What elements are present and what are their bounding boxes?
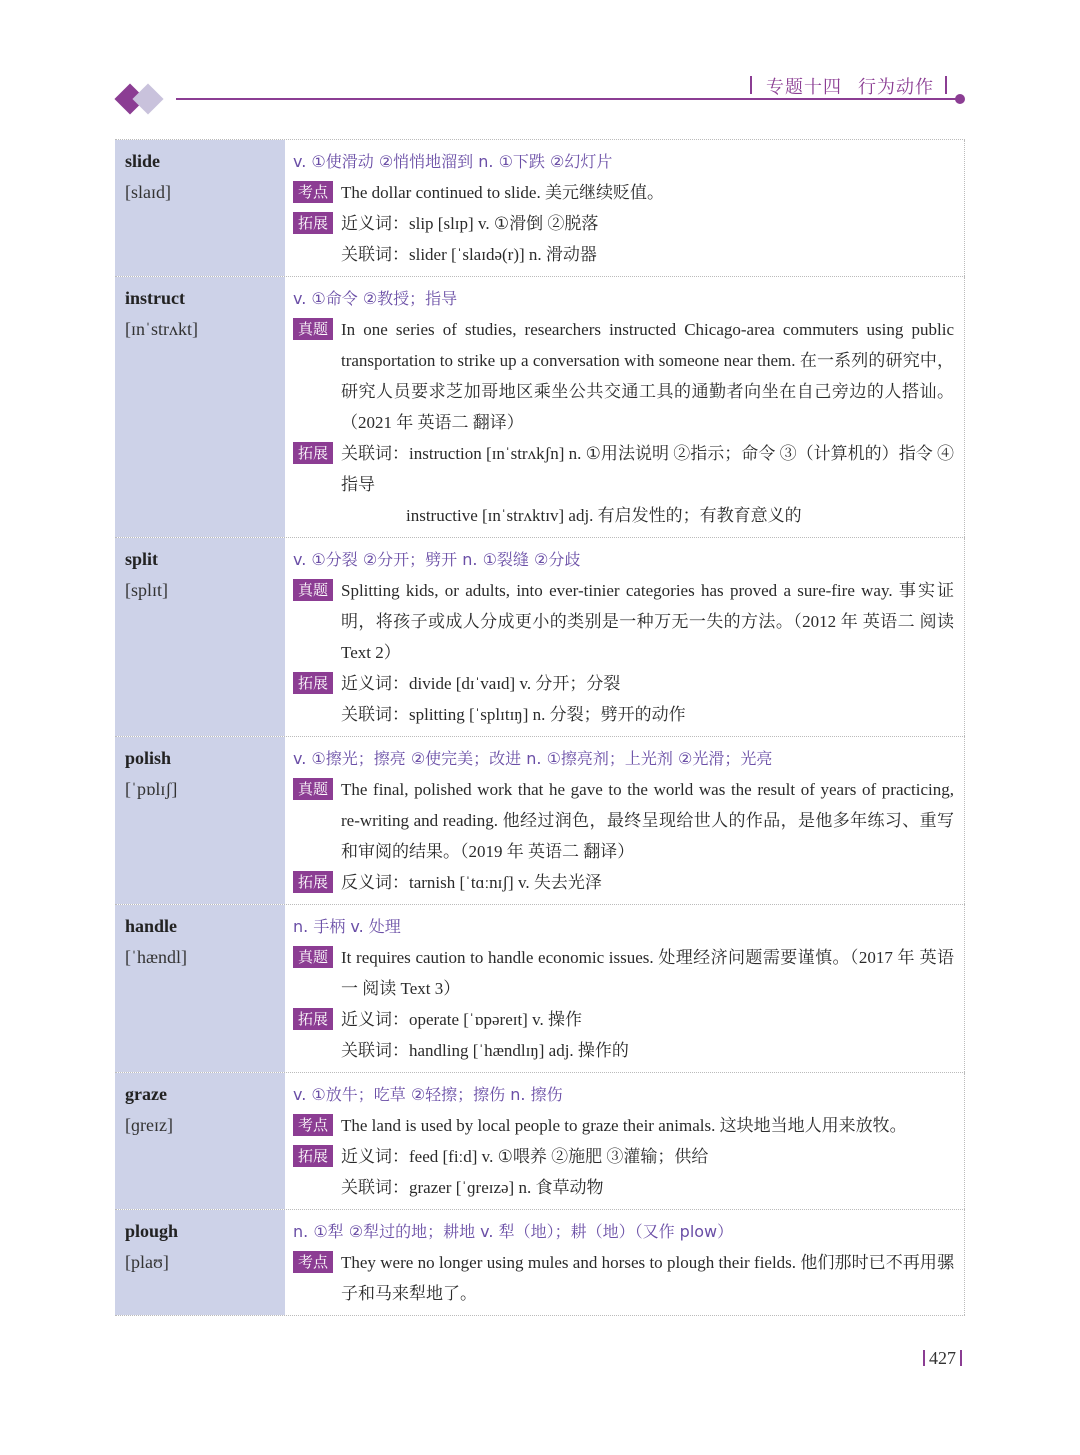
header-title: 行为动作	[858, 77, 934, 98]
tag-badge: 真题	[293, 778, 333, 800]
item-text: The dollar continued to slide. 美元继续贬值。	[341, 183, 664, 202]
phonetic: [splɪt]	[125, 580, 168, 600]
headword: instruct	[125, 288, 185, 308]
definition: v. ①命令 ②教授；指导	[293, 289, 458, 308]
definition: n. 手柄 v. 处理	[293, 917, 401, 936]
headword-cell	[115, 905, 285, 1072]
headword-cell	[115, 538, 285, 736]
tag-badge: 拓展	[293, 212, 333, 234]
entry-row	[115, 538, 965, 737]
definition-cell	[285, 538, 965, 736]
phonetic: [plaʊ]	[125, 1252, 169, 1272]
entry-item	[293, 575, 954, 668]
item-text: 关联词：instruction [ɪnˈstrʌkʃn] n. ①用法说明 ②指示；命令 ③（计算机的）指令 ④指导	[341, 444, 954, 494]
entry-item	[293, 774, 954, 867]
headword: graze	[125, 1084, 167, 1104]
definition: v. ①放牛；吃草 ②轻擦；擦伤 n. 擦伤	[293, 1085, 563, 1104]
phonetic: [ˈhændl]	[125, 947, 187, 967]
definition-cell	[285, 1073, 965, 1209]
page-number-value: 427	[929, 1348, 956, 1368]
headword-cell	[115, 140, 285, 276]
page-bar-left	[923, 1350, 925, 1366]
related-word: instructive [ɪnˈstrʌktɪv] adj. 有启发性的；有教育意义的	[406, 506, 802, 525]
related-word: 关联词：splitting [ˈsplɪtɪŋ] n. 分裂；劈开的动作	[341, 705, 686, 724]
tag-badge: 拓展	[293, 672, 333, 694]
headword-cell	[115, 1073, 285, 1209]
definition-cell	[285, 905, 965, 1072]
headword-cell	[115, 1210, 285, 1315]
phonetic: [ˈpɒlɪʃ]	[125, 779, 178, 799]
entry-item	[293, 1004, 954, 1035]
item-text: 反义词：tarnish [ˈtɑːnɪʃ] v. 失去光泽	[341, 873, 602, 892]
entry-item	[293, 438, 954, 500]
item-text: 近义词：operate [ˈɒpəreɪt] v. 操作	[341, 1010, 582, 1029]
entry-item	[293, 668, 954, 699]
definition-cell	[285, 140, 965, 276]
tag-badge: 拓展	[293, 1145, 333, 1167]
headword-cell	[115, 737, 285, 904]
item-text: 近义词：slip [slɪp] v. ①滑倒 ②脱落	[341, 214, 599, 233]
definition: v. ①擦光；擦亮 ②使完美；改进 n. ①擦亮剂；上光剂 ②光滑；光亮	[293, 749, 773, 768]
headword-cell	[115, 277, 285, 537]
definition-cell	[285, 737, 965, 904]
phonetic: [ɡreɪz]	[125, 1115, 173, 1135]
entry-item	[293, 1110, 954, 1141]
related-word: 关联词：grazer [ˈɡreɪzə] n. 食草动物	[341, 1178, 604, 1197]
item-text: Splitting kids, or adults, into ever-tinier categories has proved a sure-fire way. 事实证明，将孩子或成人分成更小的类别是一种万无一失的方法。（2012 年 英语二 阅读 Text 2）	[341, 581, 954, 662]
headword: plough	[125, 1221, 179, 1241]
item-text: 近义词：feed [fiːd] v. ①喂养 ②施肥 ③灌输；供给	[341, 1147, 709, 1166]
tag-badge: 真题	[293, 579, 333, 601]
entry-row	[115, 737, 965, 905]
header-rule-dot	[955, 94, 965, 104]
entry-item	[293, 867, 954, 898]
tag-badge: 考点	[293, 1251, 333, 1273]
tag-badge: 考点	[293, 1114, 333, 1136]
entry-row	[115, 1073, 965, 1210]
running-header	[766, 73, 934, 99]
item-text: It requires caution to handle economic issues. 处理经济问题需要谨慎。（2017 年 英语一 阅读 Text 3）	[341, 948, 954, 998]
tag-badge: 拓展	[293, 871, 333, 893]
entry-row	[115, 1210, 965, 1316]
headword: handle	[125, 916, 178, 936]
definition: n. ①犁 ②犁过的地；耕地 v. 犁（地）；耕（地）（又作 plow）	[293, 1222, 734, 1241]
entry-row	[115, 140, 965, 277]
diamond-ornament-light	[132, 83, 163, 114]
tag-badge: 真题	[293, 946, 333, 968]
page-header	[0, 0, 1080, 130]
tag-badge: 考点	[293, 181, 333, 203]
tag-badge: 拓展	[293, 442, 333, 464]
item-text: 近义词：divide [dɪˈvaɪd] v. 分开；分裂	[341, 674, 621, 693]
vocabulary-table	[115, 139, 965, 1316]
headword: split	[125, 549, 159, 569]
item-text: The land is used by local people to graze their animals. 这块地当地人用来放牧。	[341, 1116, 907, 1135]
definition-cell	[285, 1210, 965, 1315]
item-text: They were no longer using mules and horses to plough their fields. 他们那时已不再用骡子和马来犁地了。	[341, 1253, 954, 1303]
item-text: In one series of studies, researchers instructed Chicago-area commuters using public transportation to strike up a conversation with someone near them. 在一系列的研究中，研究人员要求芝加哥地区乘坐公共交通工具的通勤者向坐在自己旁边的人搭讪。（2021 年 英语二 翻译）	[341, 320, 954, 432]
definition: v. ①使滑动 ②悄悄地溜到 n. ①下跌 ②幻灯片	[293, 152, 613, 171]
entry-item	[293, 942, 954, 1004]
page-bar-right	[960, 1350, 962, 1366]
tag-badge: 真题	[293, 318, 333, 340]
entry-item	[293, 1141, 954, 1172]
header-bar-right	[945, 76, 947, 94]
page-number	[919, 1348, 966, 1369]
header-bar-left	[750, 76, 752, 94]
phonetic: [ɪnˈstrʌkt]	[125, 319, 198, 339]
entry-item	[293, 314, 954, 438]
entry-row	[115, 905, 965, 1073]
entry-item	[293, 1247, 954, 1309]
entry-item	[293, 177, 954, 208]
entry-row	[115, 277, 965, 538]
headword: slide	[125, 151, 161, 171]
definition-cell	[285, 277, 965, 537]
related-word: 关联词：handling [ˈhændlɪŋ] adj. 操作的	[341, 1041, 629, 1060]
headword: polish	[125, 748, 172, 768]
related-word: 关联词：slider [ˈslaɪdə(r)] n. 滑动器	[341, 245, 597, 264]
item-text: The final, polished work that he gave to the world was the result of years of practicing, re-writing and reading. 他经过润色，最终呈现给世人的作品，是他多年练习、重写和审阅的结果。（2019 年 英语二 翻译）	[341, 780, 954, 861]
tag-badge: 拓展	[293, 1008, 333, 1030]
entry-item	[293, 208, 954, 239]
header-topic: 专题十四	[766, 77, 842, 98]
phonetic: [slaɪd]	[125, 182, 171, 202]
definition: v. ①分裂 ②分开；劈开 n. ①裂缝 ②分歧	[293, 550, 581, 569]
